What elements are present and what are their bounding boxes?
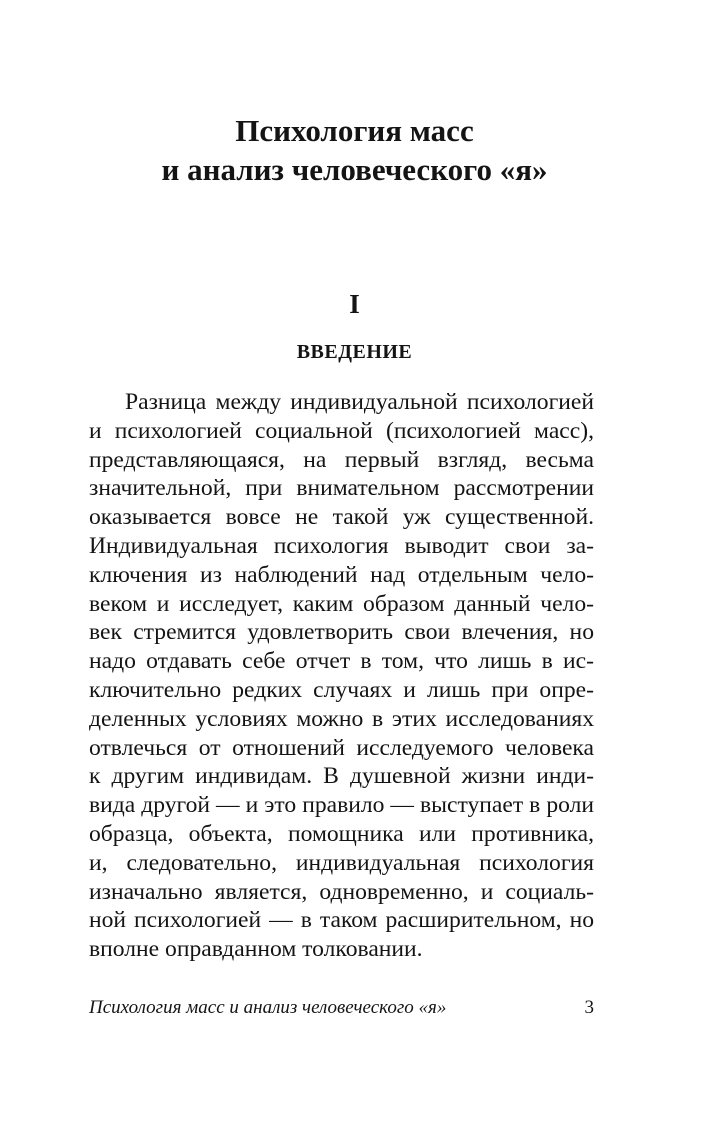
text-line: значительной, при внимательном рассмотрении xyxy=(89,475,594,502)
text-line: отвлечься от отношений исследуемого человека xyxy=(89,734,594,761)
text-line: ключительно редких случаях и лишь при опре- xyxy=(89,676,594,703)
text-line: и психологией социальной (психологией масс), xyxy=(89,417,594,444)
text-line: оказывается вовсе не такой уж существенной. xyxy=(89,504,594,531)
running-title: Психология масс и анализ человеческого «я» xyxy=(89,997,447,1018)
text-line: деленных условиях можно в этих исследованиях xyxy=(89,705,594,732)
text-line: изначально является, одновременно, и социаль- xyxy=(89,878,594,905)
text-line: Индивидуальная психология выводит свои за- xyxy=(89,532,594,559)
title-line: Психология масс xyxy=(235,113,474,148)
body-paragraph xyxy=(89,388,594,964)
chapter-title: ВВЕДЕНИЕ xyxy=(296,341,413,363)
text-line: к другим индивидам. В душевной жизни инди- xyxy=(89,763,594,790)
text-line: век стремится удовлетворить свои влечения, но xyxy=(89,619,594,646)
text-line: надо отдавать себе отчет в том, что лишь в ис- xyxy=(89,648,594,675)
text-line: представляющаяся, на первый взгляд, весьма xyxy=(89,446,594,473)
text-line: ной психологией — в таком расширительном, но xyxy=(89,907,594,934)
title-line: и анализ человеческого «я» xyxy=(161,152,548,187)
page-footer xyxy=(89,996,594,1020)
page-title xyxy=(0,111,709,189)
page-number: 3 xyxy=(584,997,594,1018)
text-line: и, следовательно, индивидуальная психология xyxy=(89,849,594,876)
text-line: веком и исследует, каким образом данный чело- xyxy=(89,590,594,617)
text-line: образца, объекта, помощника или противника, xyxy=(89,820,594,847)
text-line: ключения из наблюдений над отдельным чело- xyxy=(89,561,594,588)
text-line: вполне оправданном толковании. xyxy=(89,936,423,963)
chapter-number: I xyxy=(349,289,360,319)
text-line: Разница между индивидуальной психологией xyxy=(125,389,594,415)
text-line: вида другой — и это правило — выступает в роли xyxy=(89,792,594,819)
